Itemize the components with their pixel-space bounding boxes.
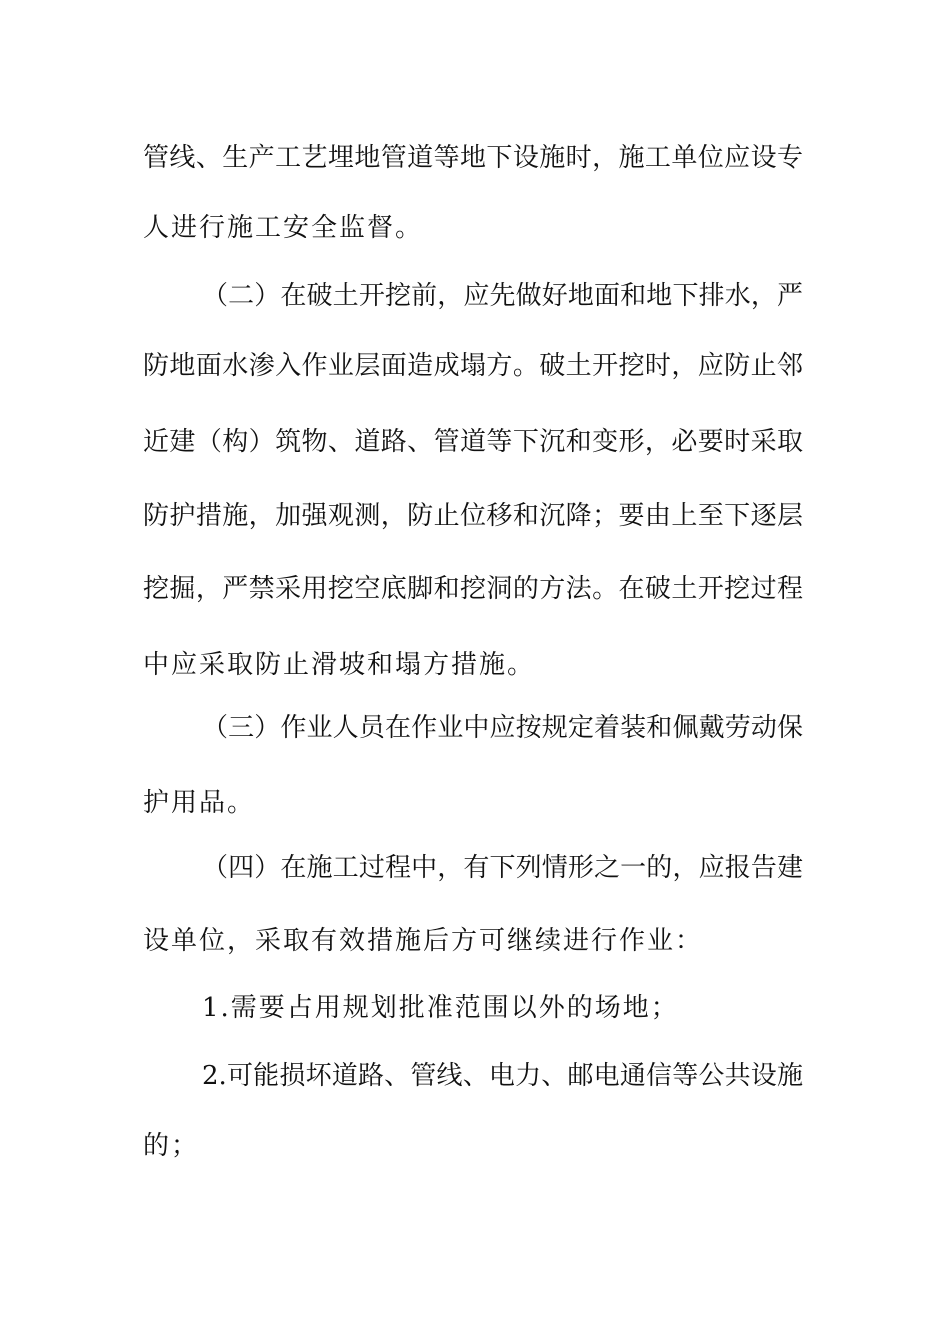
text-line-14: 2.可能损坏道路、管线、电力、邮电通信等公共设施 — [202, 1061, 803, 1091]
text-line-15: 的； — [143, 1131, 200, 1161]
text-line-1: 管线、生产工艺埋地管道等地下设施时，施工单位应设专 — [143, 143, 803, 173]
text-line-12: 设单位，采取有效措施后方可继续进行作业： — [143, 926, 704, 956]
text-line-8: 中应采取防止滑坡和塌方措施。 — [143, 650, 536, 680]
text-line-13: 1.需要占用规划批准范围以外的场地； — [202, 993, 679, 1023]
text-line-6: 防护措施，加强观测，防止位移和沉降；要由上至下逐层 — [143, 501, 803, 531]
text-line-7: 挖掘，严禁采用挖空底脚和挖洞的方法。在破土开挖过程 — [143, 574, 803, 604]
text-line-4: 防地面水渗入作业层面造成塌方。破土开挖时，应防止邻 — [143, 351, 803, 381]
text-line-5: 近建（构）筑物、道路、管道等下沉和变形，必要时采取 — [143, 427, 803, 457]
text-line-9: （三）作业人员在作业中应按规定着装和佩戴劳动保 — [202, 713, 803, 743]
text-line-2: 人进行施工安全监督。 — [143, 213, 424, 243]
text-line-10: 护用品。 — [143, 788, 256, 818]
text-line-11: （四）在施工过程中，有下列情形之一的，应报告建 — [202, 853, 803, 883]
text-line-3: （二）在破土开挖前，应先做好地面和地下排水，严 — [202, 281, 803, 311]
